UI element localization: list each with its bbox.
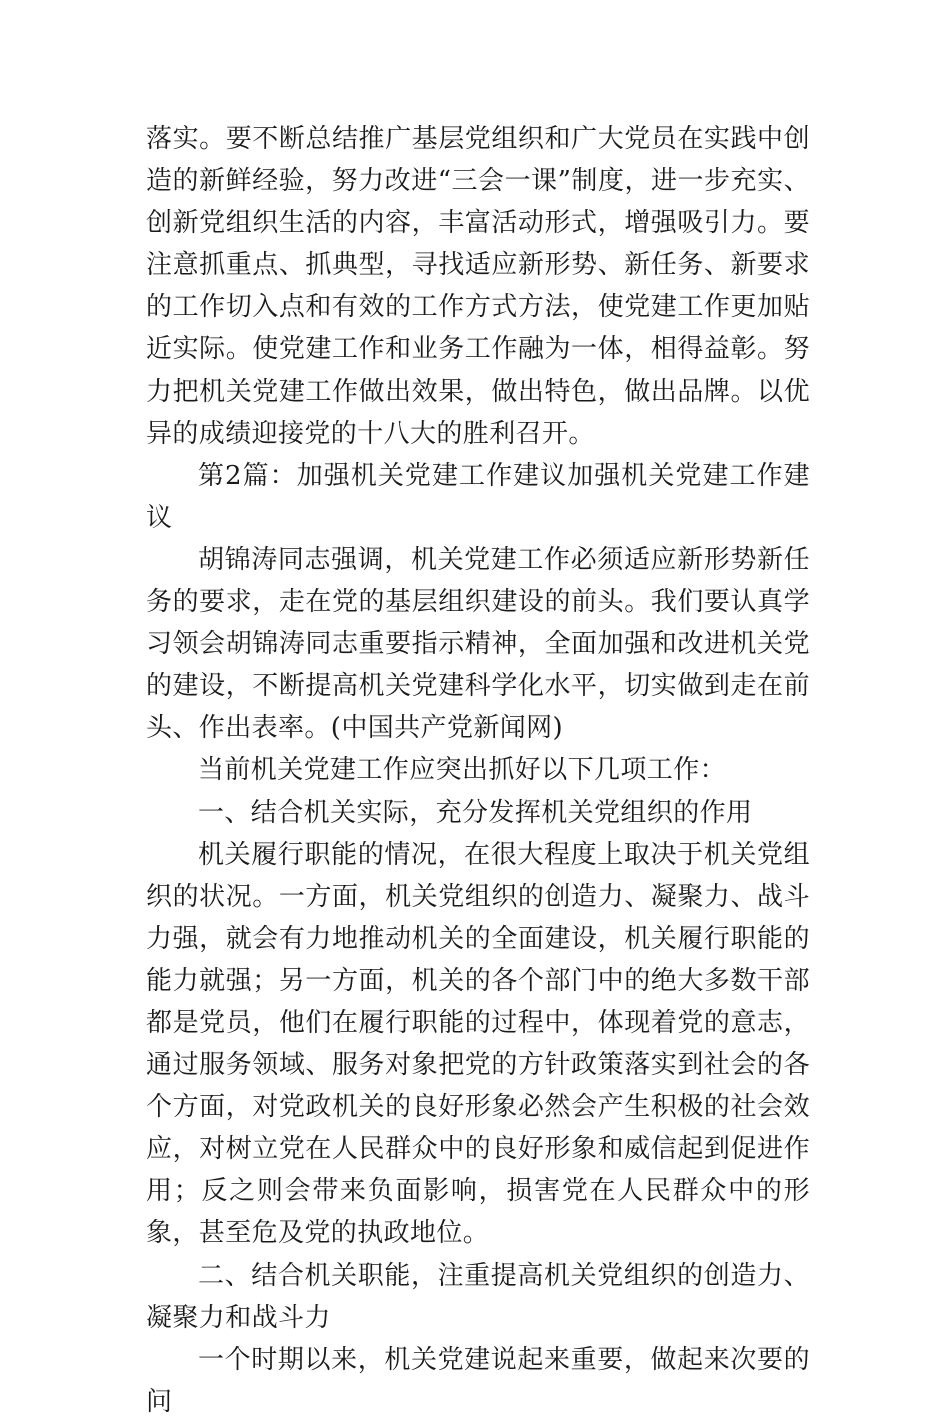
paragraph-current-work: 当前机关党建工作应突出抓好以下几项工作： <box>198 755 727 786</box>
paragraph-functions: 机关履行职能的情况，在很大程度上取决于机关党组织的状况。一方面，机关党组织的创造力、凝聚力、战斗力强，就会有力地推动机关的全面建设，机关履行职能的能力就强；另一方面，机关的各个部门中的绝大多数干部都是党员，他们在履行职能的过程中，体现着党的意志，通过服务领域、服务对象把党的方针政策落实到社会的各个方面，对党政机关的良好形象必然会产生积极的社会效应，对树立党在人民群众中的良好形象和威信起到促进作用；反之则会带来负面影响，损害党在人民群众中的形象，甚至危及党的执政地位。 <box>146 839 810 1249</box>
section-heading-part-2: 第2篇：加强机关党建工作建议加强机关党建工作建议 <box>146 460 810 533</box>
document-body <box>146 118 810 1423</box>
subheading-one: 一、结合机关实际，充分发挥机关党组织的作用 <box>198 797 753 828</box>
paragraph-continuation: 落实。要不断总结推广基层党组织和广大党员在实践中创造的新鲜经验，努力改进“三会一课”制度，进一步充实、创新党组织生活的内容，丰富活动形式，增强吸引力。要注意抓重点、抓典型，寻找适应新形势、新任务、新要求的工作切入点和有效的工作方式方法，使党建工作更加贴近实际。使党建工作和业务工作融为一体，相得益彰。努力把机关党建工作做出效果，做出特色，做出品牌。以优异的成绩迎接党的十八大的胜利召开。 <box>146 124 810 449</box>
paragraph-intro: 胡锦涛同志强调，机关党建工作必须适应新形势新任务的要求，走在党的基层组织建设的前头。我们要认真学习领会胡锦涛同志重要指示精神，全面加强和改进机关党的建设，不断提高机关党建科学化水平，切实做到走在前头、作出表率。(中国共产党新闻网) <box>146 544 810 744</box>
subheading-two: 二、结合机关职能，注重提高机关党组织的创造力、凝聚力和战斗力 <box>146 1260 810 1333</box>
paragraph-period: 一个时期以来，机关党建说起来重要，做起来次要的问 <box>146 1344 810 1417</box>
